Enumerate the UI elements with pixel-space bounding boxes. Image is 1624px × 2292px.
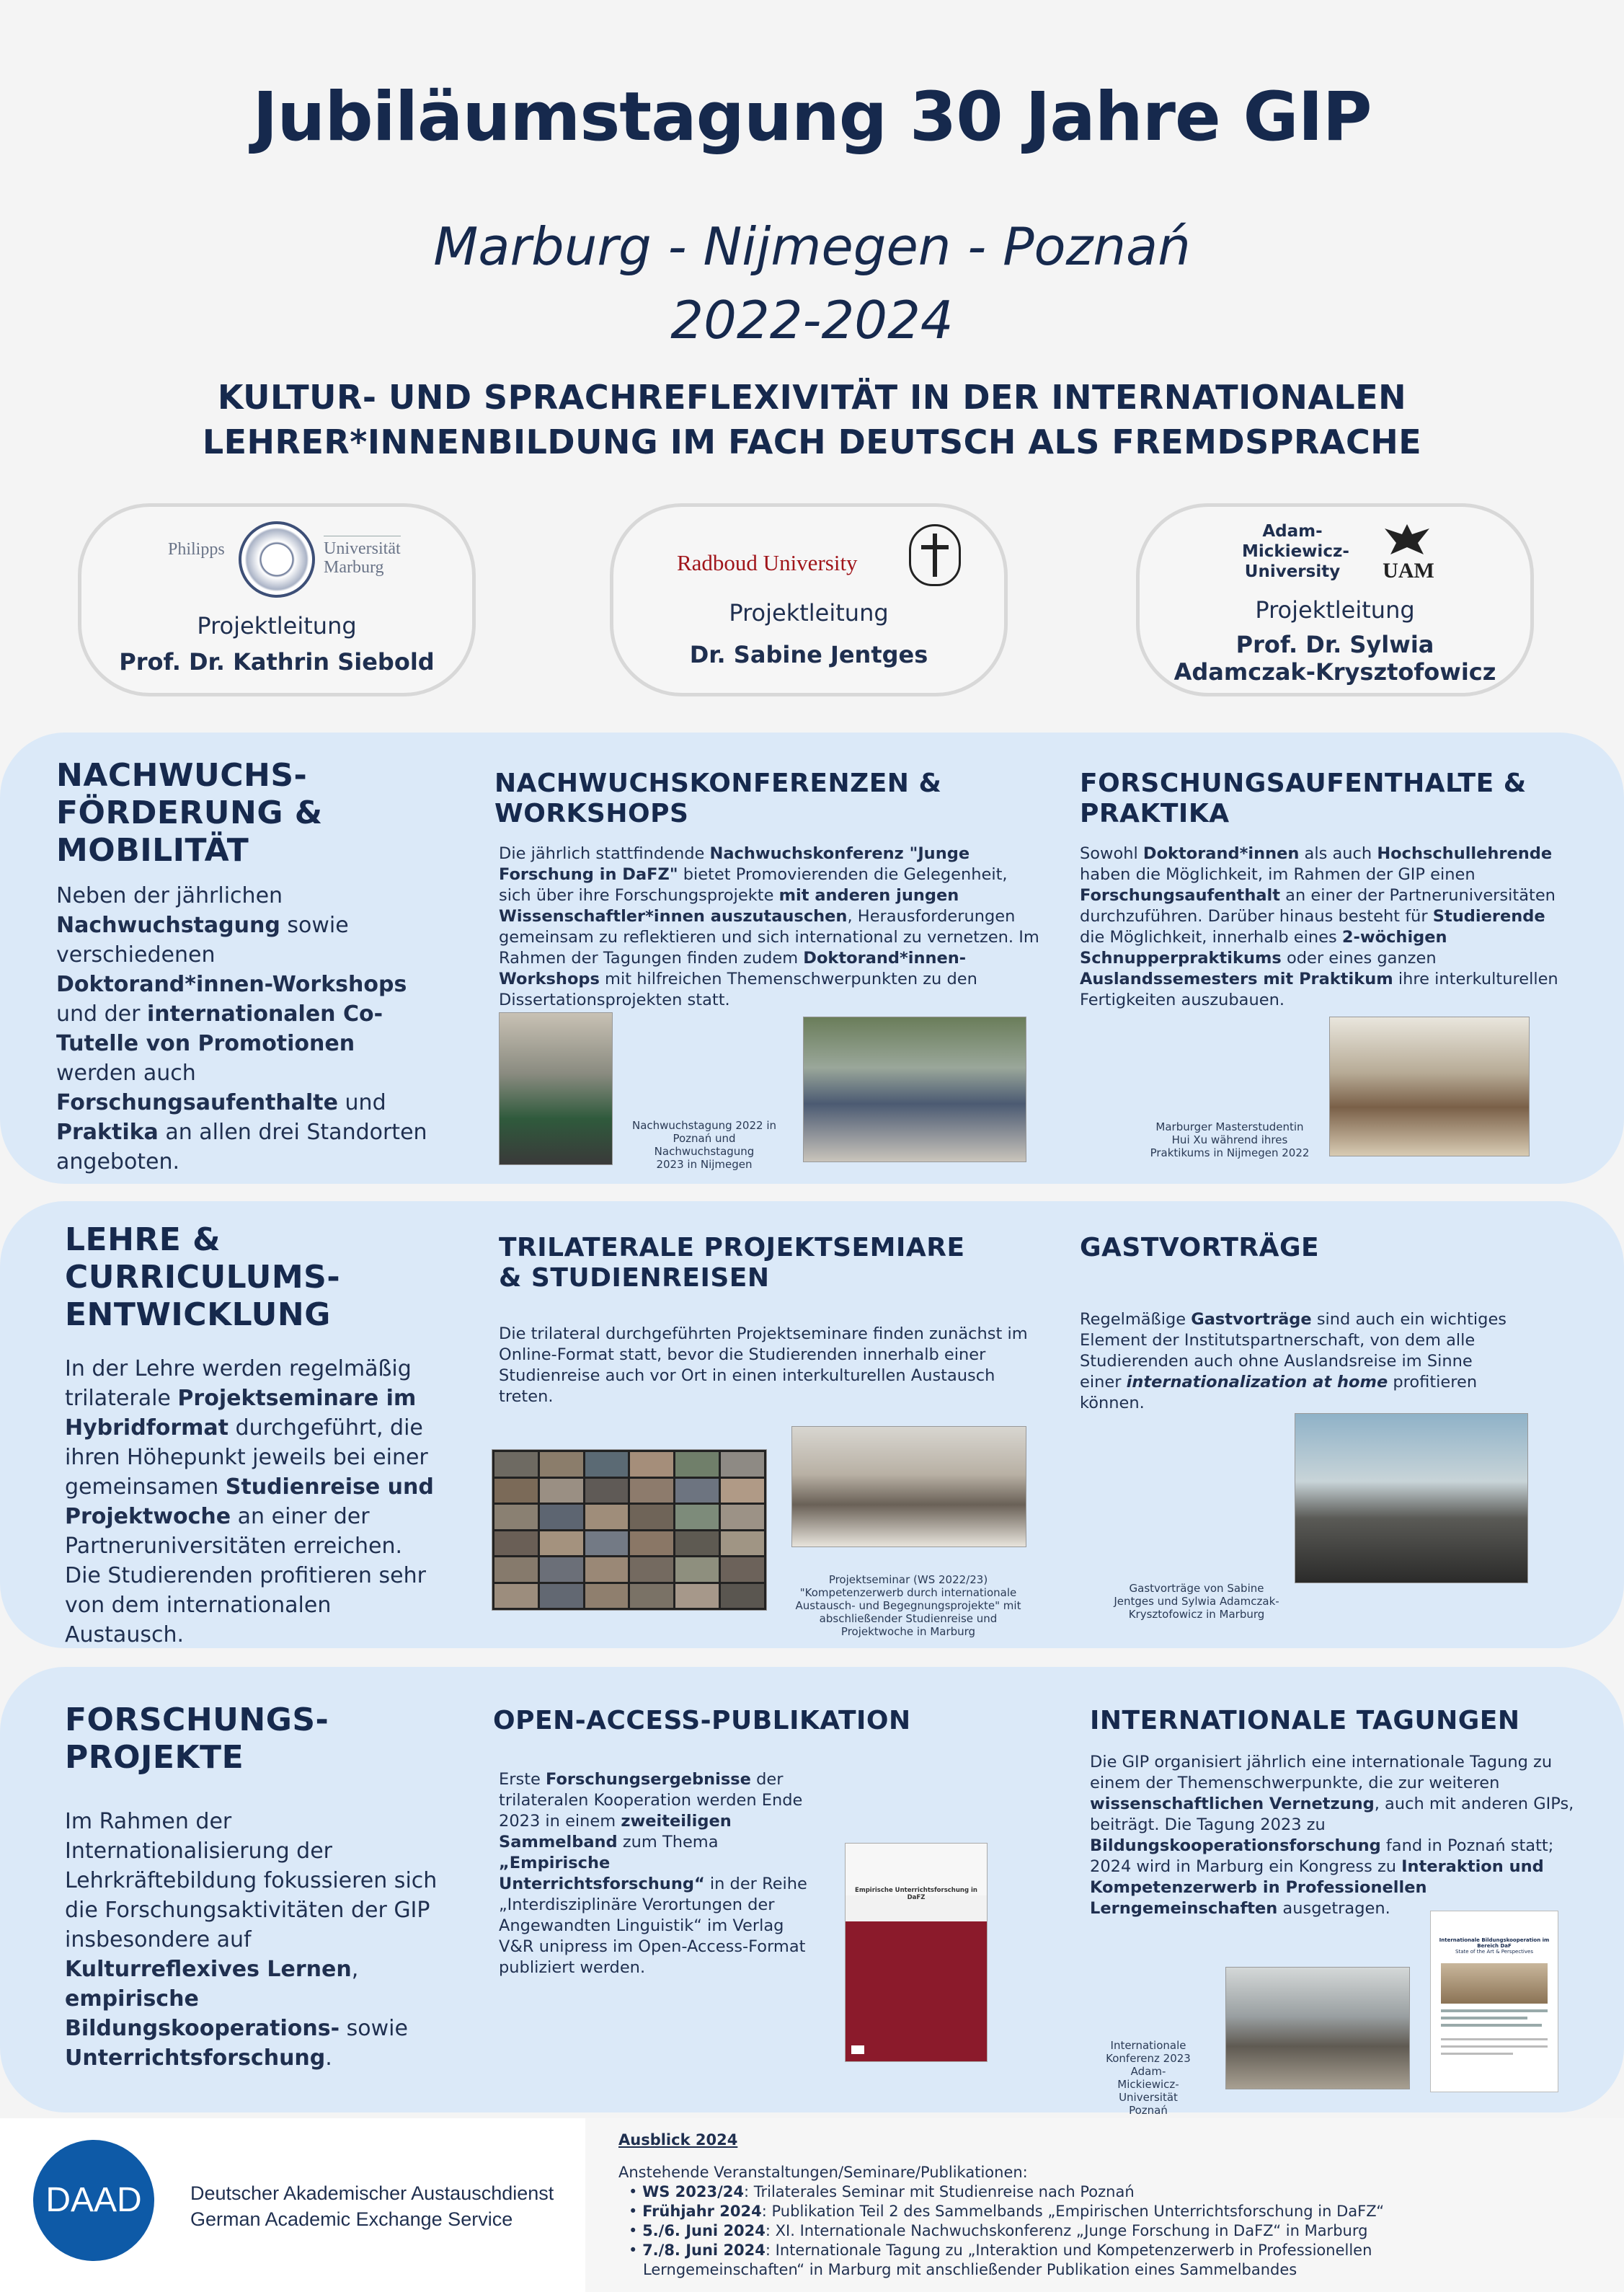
column-title-line: PRAKTIKA — [1080, 799, 1230, 828]
column-title-line: WORKSHOPS — [494, 799, 689, 828]
years-subtitle: 2022-2024 — [670, 290, 954, 350]
text-run: sowie — [340, 2016, 408, 2041]
section-title-line: PROJEKTE — [65, 1739, 244, 1776]
text-run: Sowohl — [1080, 844, 1143, 863]
list-item: • Frühjahr 2024: Publikation Teil 2 des Sammelbands „Empirischen Unterrichtsforschung in DaFZ“ — [629, 2203, 1385, 2220]
text-run: ausgetragen. — [1277, 1899, 1390, 1918]
text-run: Studierende — [1432, 907, 1545, 926]
text-run: . — [325, 2045, 332, 2071]
lead-name-line-2: Adamczak-Krysztofowicz — [1173, 658, 1496, 686]
column-text: Die trilateral durchgeführten Projektseminare finden zunächst im Online-Format statt, bevor die Studierenden innerhalb einer Studienreise auch vor Ort in einen interkulturellen Austausch treten. — [499, 1324, 1028, 1406]
section-intro-text — [65, 1354, 440, 1650]
text-run: werden auch — [56, 1061, 196, 1086]
item-text: : Internationale Tagung zu „Interaktion und Kompetenzerwerb in Professionellen — [765, 2242, 1372, 2259]
uam-logo-text — [1242, 521, 1349, 582]
column-title-line: FORSCHUNGSAUFENTHALTE & — [1080, 769, 1527, 798]
text-run: , auch mit anderen GIPs, beiträgt. Die Tagung 2023 zu — [1090, 1795, 1574, 1834]
flyer-title: Internationale Bildungskooperation im Bereich DaF — [1439, 1937, 1550, 1949]
column-title — [1080, 1233, 1319, 1263]
radboud-logo-text: Radboud University — [677, 550, 858, 575]
item-date: 5./6. Juni 2024 — [642, 2222, 766, 2239]
caption-line: Gastvorträge von Sabine — [1129, 1582, 1264, 1595]
text-run: Die jährlich stattfindende — [499, 844, 710, 863]
photo-caption — [1101, 2039, 1195, 2117]
text-run: Forschungsergebnisse — [546, 1770, 751, 1789]
caption-line: Praktikums in Nijmegen 2022 — [1150, 1146, 1310, 1159]
daad-logo: DAAD — [33, 2140, 154, 2261]
column-text — [1090, 1752, 1584, 1919]
photo-caption — [1143, 1120, 1316, 1159]
photo-projektseminar — [791, 1426, 1026, 1547]
text-run: Interaktion und Kompetenzerwerb in Professionellen Lerngemeinschaften — [1090, 1857, 1544, 1918]
daad-name — [190, 2180, 554, 2232]
text-run: Kulturreflexives Lernen — [65, 1957, 352, 1982]
item-date: WS 2023/24 — [642, 2183, 745, 2200]
photo-caption — [786, 1573, 1031, 1638]
text-run: Praktika — [56, 1120, 159, 1145]
text-run: mit hilfreichen Themenschwerpunkten zu den Dissertationsprojekten statt. — [499, 970, 977, 1009]
lead-name-line-1: Prof. Dr. Sylwia — [1235, 631, 1434, 658]
column-text — [1080, 844, 1570, 1011]
list-item: • 7./8. Juni 2024: Internationale Tagung zu „Interaktion und Kompetenzerwerb in Professionellen — [629, 2242, 1372, 2259]
text-run: , — [351, 1957, 359, 1982]
column-title-line: & STUDIENREISEN — [499, 1263, 770, 1293]
uam-logo-line-2: Mickiewicz- — [1242, 542, 1349, 561]
university-card-marburg — [78, 503, 476, 696]
photo-gastvortraege — [1295, 1413, 1528, 1583]
marburg-logo-marburg: Marburg — [324, 558, 384, 577]
text-run: die Möglichkeit, innerhalb eines — [1080, 928, 1342, 947]
photo-caption — [621, 1119, 787, 1171]
text-run: durchgeführt, die ihren Höhepunkt jeweils bei einer gemeinsamen — [65, 1415, 428, 1500]
marburg-logo-right — [324, 536, 401, 577]
item-date: Frühjahr 2024 — [642, 2203, 762, 2220]
text-run: fand in Poznań statt; 2024 wird in Marburg ein Kongress zu — [1090, 1836, 1554, 1876]
uam-logo-mark: UAM — [1383, 559, 1434, 583]
text-run: Doktorand*innen — [1142, 844, 1300, 863]
radboud-seal-icon — [909, 524, 961, 586]
text-run: Studienreise und Projektwoche — [65, 1474, 434, 1529]
section-title — [65, 1702, 329, 1776]
text-run: Auslandssemesters mit Praktikum — [1080, 970, 1393, 988]
text-run: haben die Möglichkeit, im Rahmen der GIP einen — [1080, 865, 1476, 884]
section-title-line: CURRICULUMS- — [65, 1259, 341, 1296]
text-run: bietet Promovierenden die Gelegenheit, sich über ihre Forschungsprojekte — [499, 865, 1008, 905]
caption-line: Adam-Mickiewicz- — [1117, 2065, 1179, 2091]
lead-name: Prof. Dr. Kathrin Siebold — [119, 648, 435, 676]
caption-line: Krysztofowicz in Marburg — [1128, 1608, 1265, 1621]
text-run: Hochschullehrende — [1377, 844, 1553, 863]
text-run: Forschungsaufenthalt — [1080, 886, 1280, 905]
text-run: Gastvorträge — [1191, 1310, 1312, 1329]
photo-caption — [1100, 1582, 1293, 1621]
role-label: Projektleitung — [729, 599, 889, 627]
column-text — [1080, 1309, 1512, 1414]
conference-flyer — [1430, 1911, 1558, 2092]
text-run: Doktorand*innen-Workshops — [499, 949, 967, 988]
text-run: sind auch ein wichtiges Element der Institutspartnerschaft, von dem alle Studierenden auch ohne Auslandsreise im Sinne einer — [1080, 1310, 1507, 1391]
section-title — [56, 757, 323, 870]
role-label: Projektleitung — [1255, 596, 1415, 624]
text-run: profitieren können. — [1080, 1373, 1478, 1412]
column-title — [493, 1706, 911, 1736]
section-title-line: FORSCHUNGS- — [65, 1702, 329, 1738]
lead-name — [1140, 631, 1530, 686]
book-cover-title: Empirische Unterrichtsforschung in DaFZ — [855, 1887, 977, 1901]
flyer-subtitle: State of the Art & Perspectives — [1455, 1949, 1533, 1955]
lead-name: Dr. Sabine Jentges — [689, 641, 928, 668]
text-run: Bildungskooperationsforschung — [1090, 1836, 1381, 1855]
text-run: Die GIP organisiert jährlich eine internationale Tagung zu einem der Themenschwerpunkte, die zur weiteren — [1090, 1753, 1553, 1792]
section-intro-text — [65, 1807, 440, 2073]
item-date: 7./8. Juni 2024 — [642, 2242, 766, 2259]
section-title-line: ENTWICKLUNG — [65, 1296, 331, 1333]
caption-line: Hui Xu während ihres — [1171, 1133, 1288, 1146]
theme-heading — [0, 375, 1624, 464]
caption-line: Nachwuchstagung 2022 in — [631, 1119, 777, 1132]
section-title-line: FÖRDERUNG & — [56, 795, 323, 831]
text-run: 2-wöchigen Schnupperpraktikums — [1080, 928, 1447, 968]
uam-logo-line-3: University — [1244, 562, 1341, 581]
caption-line: Jentges und Sylwia Adamczak- — [1114, 1595, 1279, 1608]
list-item: • 5./6. Juni 2024: XI. Internationale Nachwuchskonferenz „Junge Forschung in DaFZ“ in Marburg — [629, 2222, 1368, 2239]
text-run: mit anderen jungen Wissenschaftler*innen auszutauschen — [499, 886, 959, 926]
text-run: als auch — [1299, 844, 1377, 863]
caption-line: Internationale — [1110, 2039, 1186, 2052]
text-run: und der — [56, 1001, 147, 1027]
text-run: wissenschaftlichen Vernetzung — [1090, 1795, 1375, 1813]
role-label: Projektleitung — [197, 612, 357, 640]
column-text — [499, 844, 1041, 1011]
section-intro-text — [56, 881, 431, 1177]
text-run: der trilateralen Kooperation werden Ende 2023 in einem — [499, 1770, 803, 1831]
text-run: In der Lehre werden regelmäßig trilaterale — [65, 1356, 412, 1411]
section-title-line: LEHRE & — [65, 1221, 221, 1258]
text-run: Erste — [499, 1770, 546, 1789]
text-run: Projektseminare im Hybridformat — [65, 1386, 417, 1441]
university-card-radboud — [610, 503, 1008, 696]
marburg-logo-universitaet: Universität — [324, 539, 401, 558]
text-run: Nachwuchstagung — [56, 913, 280, 938]
item-text: Lerngemeinschaften“ in Marburg mit anschließender Publikation eines Sammelbandes — [643, 2261, 1297, 2278]
text-run: Im Rahmen der Internationalisierung der Lehrkräftebildung fokussieren sich die Forschungsaktivitäten der GIP insbesondere auf — [65, 1809, 438, 1952]
text-run: Unterrichtsforschung — [65, 2045, 326, 2071]
daad-name-de: Deutscher Akademischer Austauschdienst — [190, 2182, 554, 2204]
caption-line: Universität Poznań — [1119, 2091, 1178, 2117]
list-item: • WS 2023/24: Trilaterales Seminar mit Studienreise nach Poznań — [629, 2183, 1135, 2200]
caption-line: Projektseminar (WS 2022/23) — [828, 1573, 988, 1586]
caption-line: Austausch- und Begegnungsprojekte" mit — [795, 1599, 1021, 1612]
text-run: Forschungsaufenthalte — [56, 1090, 338, 1115]
caption-line: Projektwoche in Marburg — [840, 1625, 976, 1638]
caption-line: Konferenz 2023 — [1106, 2052, 1191, 2065]
caption-line: abschließender Studienreise und — [819, 1612, 998, 1625]
column-title — [1090, 1706, 1520, 1736]
list-item — [629, 2260, 1609, 2280]
university-card-uam — [1136, 503, 1534, 696]
caption-line: Marburger Masterstudentin — [1155, 1120, 1304, 1133]
ausblick-intro: Anstehende Veranstaltungen/Seminare/Publikationen: — [618, 2164, 1028, 2181]
theme-line-2: LEHRER*INNENBILDUNG IM FACH DEUTSCH ALS FREMDSPRACHE — [202, 422, 1422, 461]
text-run: „Empirische Unterrichtsforschung“ — [499, 1854, 705, 1893]
text-run: an allen drei Standorten angeboten. — [56, 1120, 427, 1174]
photo-nachwuchstagung-2022 — [499, 1012, 613, 1165]
text-run: oder eines ganzen — [1281, 949, 1437, 968]
text-run: an einer der Partneruniversitäten erreichen. Die Studierenden profitieren sehr von dem internationalen Austausch. — [65, 1504, 426, 1647]
text-run: Neben der jährlichen — [56, 883, 283, 908]
uam-eagle-icon — [1382, 521, 1432, 557]
text-run: internationalen Co-Tutelle von Promotionen — [56, 1001, 383, 1056]
poster-title: Jubiläumstagung 30 Jahre GIP — [252, 78, 1372, 156]
text-run: ihre interkulturellen Fertigkeiten auszubauen. — [1080, 970, 1558, 1009]
section-title-line: MOBILITÄT — [56, 832, 249, 869]
text-run: Regelmäßige — [1080, 1310, 1192, 1329]
item-text: : XI. Internationale Nachwuchskonferenz „Junge Forschung in DaFZ“ in Marburg — [765, 2222, 1368, 2239]
section-title — [65, 1221, 340, 1334]
ausblick-title: Ausblick 2024 — [618, 2131, 738, 2149]
text-run: an einer der Partneruniversitäten durchzuführen. Darüber hinaus besteht für — [1080, 886, 1556, 926]
column-title — [499, 1233, 965, 1293]
marburg-logo-left: Philipps — [168, 540, 225, 559]
text-run: sowie verschiedenen — [56, 913, 349, 968]
section-title-line: NACHWUCHS- — [56, 757, 308, 794]
column-title-line: INTERNATIONALE TAGUNGEN — [1090, 1706, 1520, 1735]
column-title-line: NACHWUCHSKONFERENZEN & — [494, 769, 942, 798]
text-run: zum Thema — [617, 1833, 719, 1851]
column-title-line: TRILATERALE PROJEKTSEMIARE — [499, 1233, 965, 1262]
text-run: in der Reihe „Interdisziplinäre Verortungen der Angewandten Linguistik“ im Verlag V&R unipress im Open-Access-Format publiziert werden. — [499, 1875, 807, 1977]
caption-line: "Kompetenzerwerb durch internationale — [799, 1586, 1017, 1599]
item-text: : Trilaterales Seminar mit Studienreise nach Poznań — [744, 2183, 1135, 2200]
text-run: empirische Bildungskooperations- — [65, 1986, 340, 2041]
photo-video-conference — [492, 1449, 767, 1611]
item-text: : Publikation Teil 2 des Sammelbands „Empirischen Unterrichtsforschung in DaFZ“ — [761, 2203, 1385, 2220]
text-run: Nachwuchskonferenz "Junge Forschung in DaFZ" — [499, 844, 970, 884]
ausblick-list — [629, 2182, 1609, 2280]
column-title — [1080, 769, 1527, 829]
column-title — [494, 769, 941, 829]
marburg-seal-icon — [239, 521, 315, 598]
column-title-line: OPEN-ACCESS-PUBLIKATION — [493, 1706, 911, 1735]
column-text — [499, 1769, 816, 1978]
text-run: internationalization at home — [1126, 1373, 1388, 1391]
uam-logo-line-1: Adam- — [1262, 522, 1323, 541]
text-run: und — [338, 1090, 386, 1115]
text-run: , Herausforderungen gemeinsam zu reflektieren und sich international zu vernetzen. Im Rahmen der Tagungen finden zudem — [499, 907, 1039, 968]
book-cover — [845, 1843, 988, 2062]
daad-name-en: German Academic Exchange Service — [190, 2208, 513, 2230]
caption-line: 2023 in Nijmegen — [656, 1158, 753, 1171]
theme-line-1: KULTUR- UND SPRACHREFLEXIVITÄT IN DER INTERNATIONALEN — [217, 378, 1407, 417]
photo-konferenz-2023 — [1225, 1967, 1410, 2089]
photo-praktikum — [1329, 1017, 1530, 1156]
cities-subtitle: Marburg - Nijmegen - Poznań — [433, 216, 1191, 277]
column-title-line: GASTVORTRÄGE — [1080, 1233, 1320, 1262]
photo-nachwuchstagung-2023 — [803, 1017, 1026, 1162]
text-run: Doktorand*innen-Workshops — [56, 972, 407, 997]
text-run: zweiteiligen Sammelband — [499, 1812, 732, 1851]
caption-line: Poznań und Nachwuchstagung — [654, 1132, 755, 1158]
